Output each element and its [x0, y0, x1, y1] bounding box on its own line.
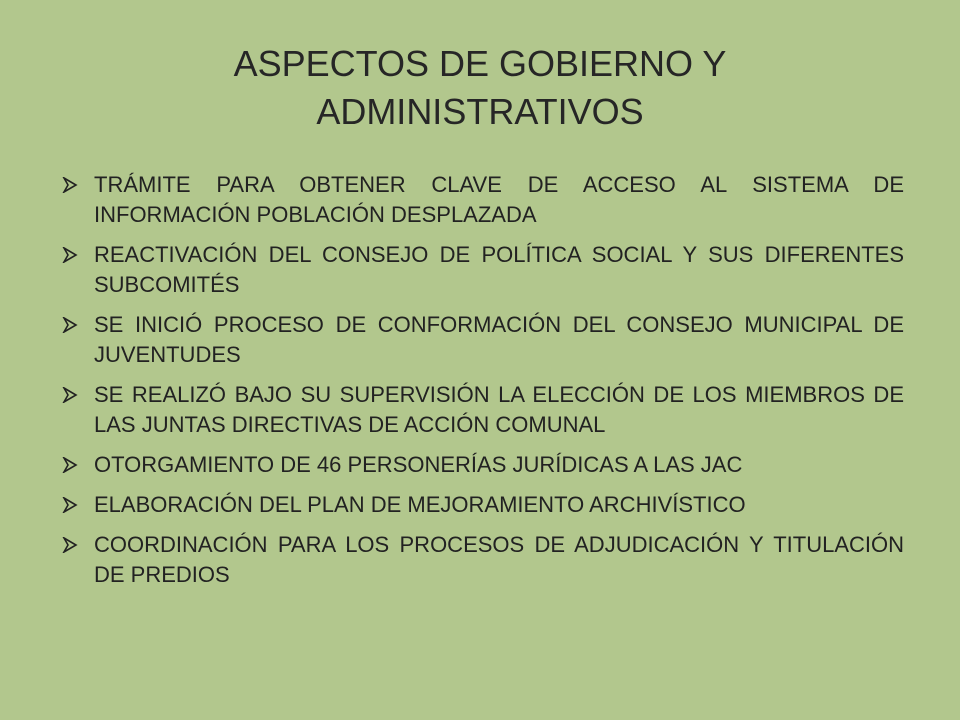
bullet-item [62, 240, 904, 300]
arrow-bullet-icon [62, 387, 78, 403]
bullet-text: COORDINACIÓN PARA LOS PROCESOS DE ADJUDICACIÓN Y TITULACIÓN DE PREDIOS [94, 532, 904, 587]
bullet-item [62, 310, 904, 370]
bullet-item [62, 530, 904, 590]
bullet-item [62, 380, 904, 440]
bullet-item [62, 450, 904, 480]
bullet-text: SE REALIZÓ BAJO SU SUPERVISIÓN LA ELECCIÓN DE LOS MIEMBROS DE LAS JUNTAS DIRECTIVAS DE ACCIÓN COMUNAL [94, 382, 904, 437]
slide-title-line-1: ASPECTOS DE GOBIERNO Y [233, 43, 727, 84]
slide-title [120, 40, 840, 136]
slide-title-line-2: ADMINISTRATIVOS [316, 91, 644, 132]
bullet-text: TRÁMITE PARA OBTENER CLAVE DE ACCESO AL SISTEMA DE INFORMACIÓN POBLACIÓN DESPLAZADA [94, 172, 904, 227]
bullet-text: REACTIVACIÓN DEL CONSEJO DE POLÍTICA SOCIAL Y SUS DIFERENTES SUBCOMITÉS [94, 242, 904, 297]
arrow-bullet-icon [62, 497, 78, 513]
bullet-text: OTORGAMIENTO DE 46 PERSONERÍAS JURÍDICAS A LAS JAC [94, 452, 743, 477]
arrow-bullet-icon [62, 457, 78, 473]
bullet-text: SE INICIÓ PROCESO DE CONFORMACIÓN DEL CONSEJO MUNICIPAL DE JUVENTUDES [94, 312, 904, 367]
bullet-item [62, 490, 904, 520]
arrow-bullet-icon [62, 317, 78, 333]
arrow-bullet-icon [62, 247, 78, 263]
arrow-bullet-icon [62, 537, 78, 553]
arrow-bullet-icon [62, 177, 78, 193]
bullet-item [62, 170, 904, 230]
bullet-list [62, 170, 904, 600]
bullet-text: ELABORACIÓN DEL PLAN DE MEJORAMIENTO ARCHIVÍSTICO [94, 492, 746, 517]
